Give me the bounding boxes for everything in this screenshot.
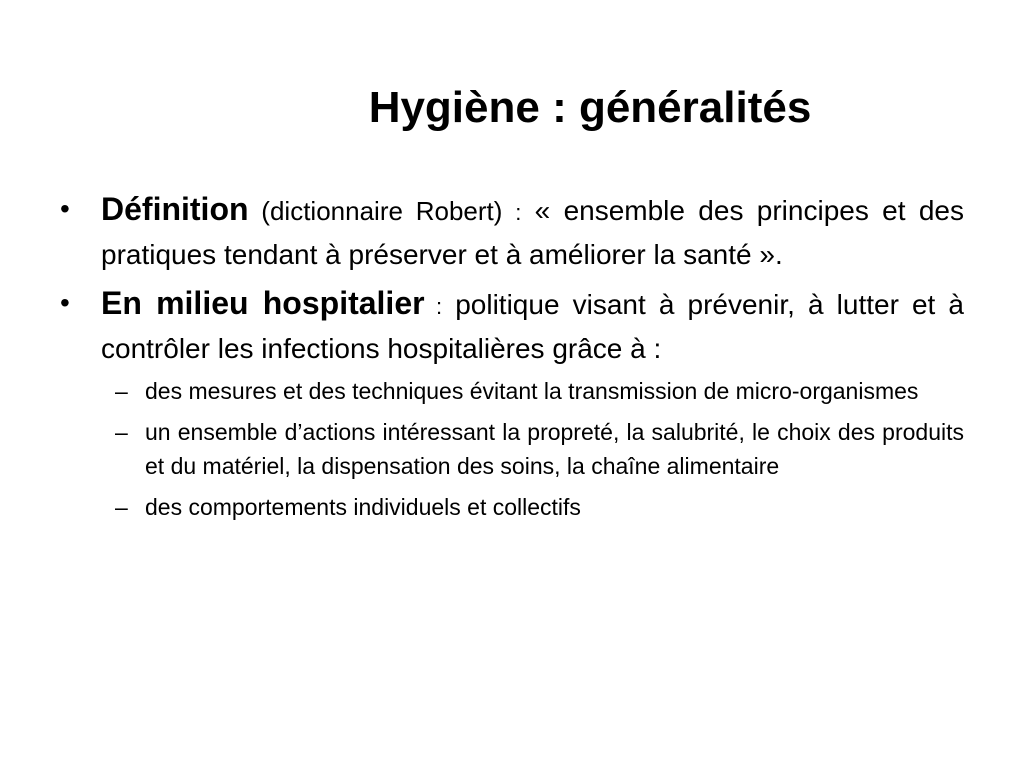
- sub-bullet-item: [101, 374, 964, 408]
- bullet-hospital: [60, 282, 964, 524]
- dash-icon: –: [115, 419, 128, 445]
- sub-bullet-item: [101, 490, 964, 524]
- bullet-text: politique visant à prévenir, à lutter et à contrôler les infections hospitalières grâce à :: [101, 289, 965, 364]
- bullet-definition: [60, 188, 964, 276]
- slide-content: [60, 188, 964, 531]
- sub-bullet-list: [101, 374, 964, 524]
- bullet-colon: :: [424, 294, 443, 319]
- dash-icon: –: [115, 494, 128, 520]
- sub-bullet-item: [101, 415, 964, 483]
- sub-bullet-text: des mesures et des techniques évitant la transmission de micro-organismes: [145, 378, 919, 404]
- sub-bullet-text: des comportements individuels et collectifs: [145, 494, 581, 520]
- dash-icon: –: [115, 378, 128, 404]
- sub-bullet-text: un ensemble d’actions intéressant la propreté, la salubrité, le choix des produits et du matériel, la dispensation des soins, la chaîne alimentaire: [145, 419, 964, 479]
- bullet-dot-icon: •: [60, 193, 70, 224]
- bullet-text: « ensemble des principes et des pratiques tendant à préserver et à améliorer la santé ».: [101, 195, 965, 270]
- bullet-heading: En milieu hospitalier: [101, 285, 425, 321]
- bullet-source: (dictionnaire Robert): [248, 196, 516, 226]
- slide-title: Hygiène : généralités: [368, 83, 812, 132]
- bullet-dot-icon: •: [60, 287, 70, 318]
- bullet-colon: :: [515, 200, 522, 225]
- bullet-heading: Définition: [101, 191, 249, 227]
